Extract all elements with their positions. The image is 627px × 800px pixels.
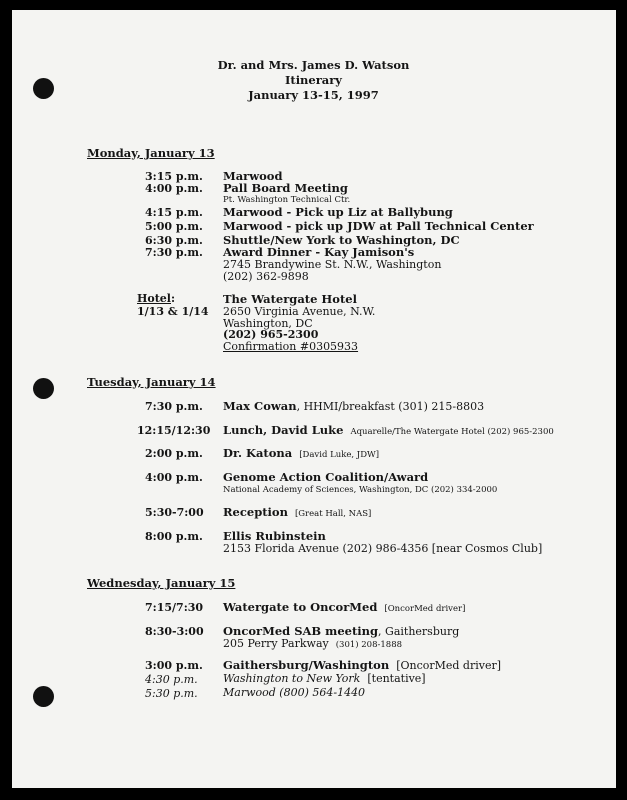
event-detail: [David Luke, JDW]: [299, 450, 380, 460]
time: 5:30-7:00: [145, 506, 204, 519]
time: 4:15 p.m.: [145, 206, 203, 219]
hotel-phone: (202) 965-2300: [223, 328, 319, 341]
time: 7:15/7:30: [145, 601, 204, 614]
doc-subtitle: Itinerary: [285, 73, 342, 87]
event-line: [223, 658, 501, 672]
event-title: Shuttle/New York to Washington, DC: [223, 233, 460, 247]
doc-dates: January 13-15, 1997: [248, 88, 379, 102]
time: 3:15 p.m.: [145, 170, 203, 183]
time: 4:00 p.m.: [145, 182, 203, 195]
event-detail: , Gaithersburg: [378, 625, 460, 638]
time: 12:15/12:30: [137, 424, 211, 437]
event-detail: [OncorMed driver]: [396, 659, 502, 672]
doc-title: Dr. and Mrs. James D. Watson: [217, 58, 410, 72]
event-address-street: 205 Perry Parkway: [223, 637, 329, 650]
event-title: Washington to New York: [223, 672, 361, 685]
event-title: Max Cowan: [223, 399, 297, 413]
binder-hole: [33, 686, 54, 707]
event-title: OncorMed SAB meeting: [223, 624, 379, 638]
hotel-address-1: 2650 Virginia Avenue, N.W.: [223, 305, 376, 318]
hotel-label: Hotel: [137, 292, 171, 305]
event-address-phone: (301) 208-1888: [335, 640, 403, 650]
event-line: [223, 446, 379, 460]
event-detail: Aquarelle/The Watergate Hotel (202) 965-2300: [350, 427, 554, 437]
event-title: Marwood - pick up JDW at Pall Technical Center: [223, 219, 534, 233]
time: 7:30 p.m.: [145, 246, 203, 259]
time: 8:30-3:00: [145, 625, 204, 638]
hotel-dates: 1/13 & 1/14: [137, 305, 209, 318]
hotel-confirmation: Confirmation #0305933: [223, 340, 359, 353]
time: 2:00 p.m.: [145, 447, 203, 460]
time: 6:30 p.m.: [145, 234, 203, 247]
event-line: [223, 672, 426, 685]
time: 3:00 p.m.: [145, 659, 203, 672]
event-title: Watergate to OncorMed: [223, 600, 378, 614]
event-detail: [OncorMed driver]: [384, 604, 466, 614]
event-title: Marwood - Pick up Liz at Ballybung: [223, 205, 453, 219]
hotel-name: The Watergate Hotel: [223, 292, 357, 306]
event-title: Dr. Katona: [223, 446, 293, 460]
event-detail: , HHMI/breakfast (301) 215-8803: [296, 400, 485, 413]
hotel-label-wrap: [137, 292, 175, 305]
event-title: Genome Action Coalition/Award: [223, 470, 429, 484]
event-title: Pall Board Meeting: [223, 181, 348, 195]
event-line: [223, 423, 554, 437]
event-title: Marwood (800) 564-1440: [223, 686, 366, 699]
time: 7:30 p.m.: [145, 400, 203, 413]
event-detail: [Great Hall, NAS]: [294, 509, 372, 519]
hotel-label-colon: :: [171, 292, 176, 305]
event-line: [223, 600, 465, 614]
event-title: Ellis Rubinstein: [223, 529, 326, 543]
event-note: National Academy of Sciences, Washington, DC (202) 334-2000: [223, 485, 498, 495]
event-title: Reception: [223, 505, 288, 519]
hotel-address-2: Washington, DC: [223, 317, 313, 330]
time: 5:00 p.m.: [145, 220, 203, 233]
monday-heading: Monday, January 13: [87, 146, 215, 160]
event-title: Lunch, David Luke: [223, 423, 344, 437]
time: 5:30 p.m.: [145, 687, 198, 700]
event-phone: (202) 362-9898: [223, 270, 309, 283]
event-address: 2153 Florida Avenue (202) 986-4356 [near Cosmos Club]: [223, 542, 543, 555]
time: 4:00 p.m.: [145, 471, 203, 484]
time: 4:30 p.m.: [145, 673, 198, 686]
event-title: Marwood: [223, 169, 283, 183]
event-line: [223, 505, 371, 519]
event-title: Award Dinner - Kay Jamison's: [223, 245, 415, 259]
event-line: [223, 399, 484, 413]
tuesday-heading: Tuesday, January 14: [87, 375, 216, 389]
event-address: [223, 637, 402, 650]
time: 8:00 p.m.: [145, 530, 203, 543]
wednesday-heading: Wednesday, January 15: [87, 576, 236, 590]
binder-hole: [33, 378, 54, 399]
event-note: Pt. Washington Technical Ctr.: [223, 195, 351, 205]
event-line: [223, 624, 459, 638]
event-title: Gaithersburg/Washington: [223, 658, 390, 672]
event-address: 2745 Brandywine St. N.W., Washington: [223, 258, 442, 271]
event-detail: [tentative]: [367, 672, 426, 685]
